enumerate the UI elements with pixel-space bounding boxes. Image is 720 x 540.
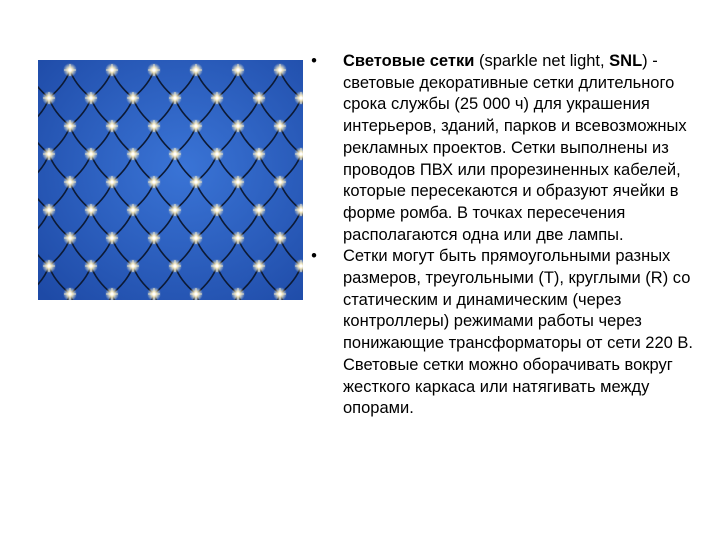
bulb (126, 91, 140, 105)
bulb (126, 259, 140, 273)
bulb (105, 119, 119, 133)
bulb (210, 203, 224, 217)
bulb (231, 119, 245, 133)
bulb (210, 147, 224, 161)
bulb (273, 119, 287, 133)
bulb (105, 175, 119, 189)
bulb (63, 231, 77, 245)
bulb (147, 63, 161, 77)
bulb (147, 175, 161, 189)
bulb (231, 175, 245, 189)
bulb (63, 119, 77, 133)
bullet-marker: • (311, 52, 317, 70)
bulb (84, 259, 98, 273)
bullet-text-part: ) - световые декоративные сетки длительного срока службы (25 000 ч) для украшения интерьеров, зданий, парков и всевозможных рекламных проектов. Сетки выполнены из проводов ПВХ или прорезиненных кабелей, которые пересекаются и образуют ячейки в форме ромба. В точках пересечения располагаются одна или две лампы. (343, 52, 687, 244)
bulb (42, 147, 56, 161)
bulb (84, 203, 98, 217)
bulb (231, 63, 245, 77)
bulb (105, 63, 119, 77)
bulb (189, 119, 203, 133)
bulb (273, 231, 287, 245)
bulb (189, 231, 203, 245)
bulb (105, 231, 119, 245)
abbr-bold: SNL (609, 52, 643, 70)
bullet-item-net-shapes (308, 246, 708, 420)
bulb (252, 91, 266, 105)
bullet-text-part: (sparkle net light, (474, 52, 610, 70)
bulb (84, 91, 98, 105)
bulb (168, 147, 182, 161)
bulb (231, 231, 245, 245)
bulb (42, 91, 56, 105)
bulb (189, 63, 203, 77)
bulb (252, 147, 266, 161)
bulb (168, 91, 182, 105)
bullet-item-sparkle-net (308, 51, 708, 246)
bulb (63, 63, 77, 77)
term-bold: Световые сетки (343, 52, 475, 70)
bullet-list (308, 51, 708, 420)
bulb (147, 119, 161, 133)
net-lights-illustration (38, 60, 303, 300)
bulb (168, 259, 182, 273)
bulb (84, 147, 98, 161)
bullet-text: Сетки могут быть прямоугольными разных размеров, треугольными (Т), круглыми (R) со статическим и динамическим (через контроллеры) режимами работы через понижающие трансформаторы от сети 220 В. Световые сетки можно оборачивать вокруг жесткого каркаса или натягивать между опорами. (343, 247, 694, 418)
bulb (42, 259, 56, 273)
bulb (42, 203, 56, 217)
bulb (63, 175, 77, 189)
bulb (210, 91, 224, 105)
bulb (168, 203, 182, 217)
bulb (126, 203, 140, 217)
bulb (210, 259, 224, 273)
bulb (273, 175, 287, 189)
bulb (252, 203, 266, 217)
bulb (252, 259, 266, 273)
bulb (126, 147, 140, 161)
bulb (147, 231, 161, 245)
bulb (273, 63, 287, 77)
bullet-marker: • (311, 247, 317, 266)
sparkle-net-photo (38, 60, 303, 300)
bulb (189, 175, 203, 189)
